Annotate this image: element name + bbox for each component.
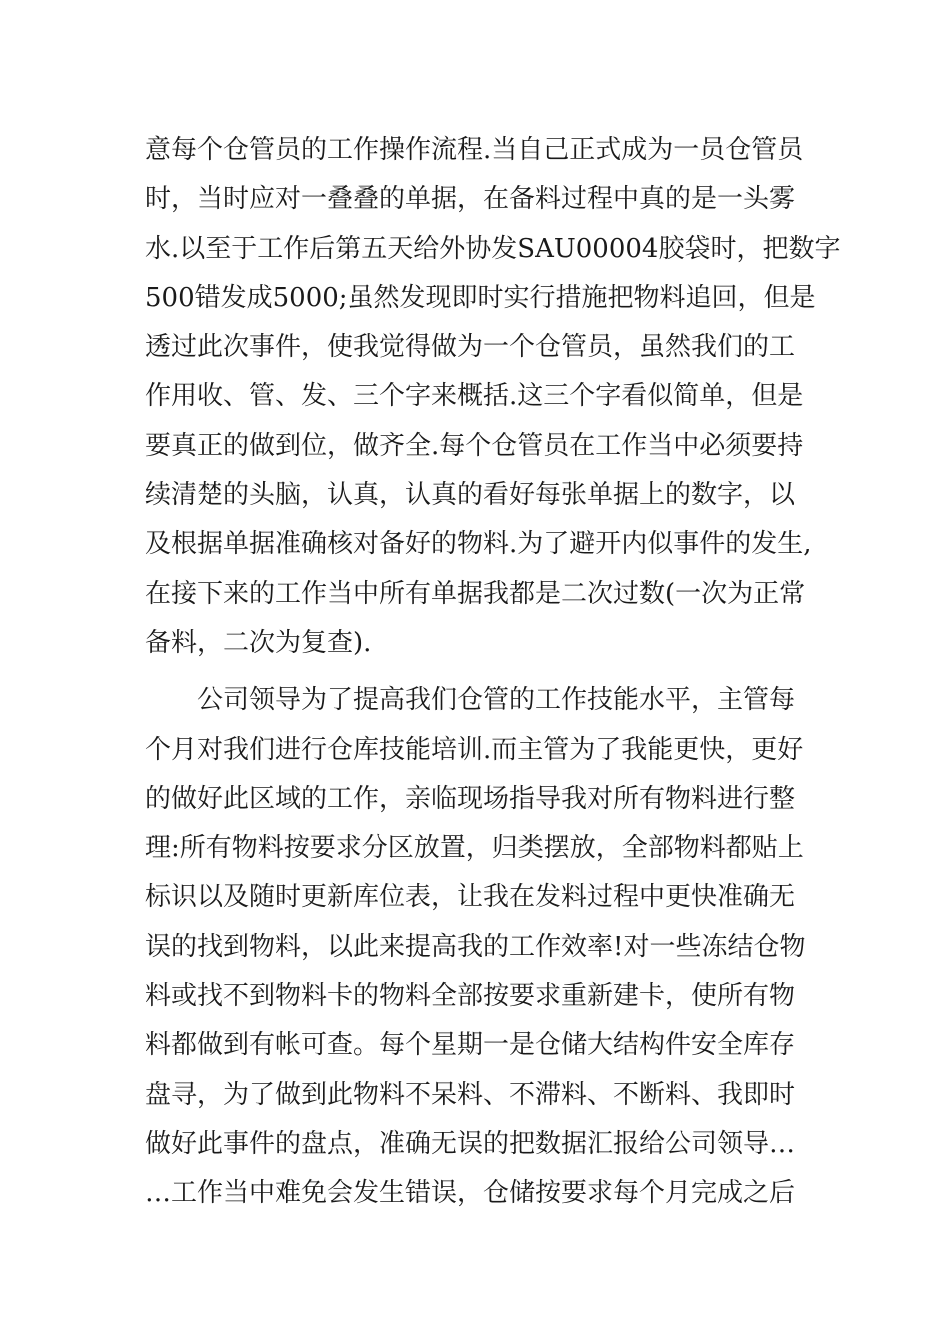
text-line: 的做好此区域的工作，亲临现场指导我对所有物料进行整	[145, 783, 796, 814]
text-line: 及根据单据准确核对备好的物料.为了避开内似事件的发生,	[145, 529, 812, 560]
text-line: 500错发成5000;虽然发现即时实行措施把物料追回，但是	[145, 282, 816, 313]
text-line: 料都做到有帐可查。每个星期一是仓储大结构件安全库存	[145, 1030, 796, 1061]
paragraph-1	[145, 126, 841, 668]
text-line: 在接下来的工作当中所有单据我都是二次过数(一次为正常	[145, 578, 806, 609]
text-line: 盘寻，为了做到此物料不呆料、不滞料、不断料、我即时	[145, 1079, 796, 1110]
text-line: 做好此事件的盘点，准确无误的把数据汇报给公司领导…	[145, 1128, 796, 1159]
text-line: 备料，二次为复查).	[145, 627, 372, 658]
text-line: 误的找到物料，以此来提高我的工作效率!对一些冻结仓物	[145, 931, 806, 962]
text-line: 作用收、管、发、三个字来概括.这三个字看似简单，但是	[145, 381, 804, 412]
text-line: 透过此次事件，使我觉得做为一个仓管员，虽然我们的工	[145, 332, 796, 363]
text-line: 意每个仓管员的工作操作流程.当自己正式成为一员仓管员	[145, 135, 804, 165]
paragraph-2	[145, 676, 810, 1218]
text-line: 水.以至于工作后第五天给外协发SAU00004胶袋时，把数字	[145, 233, 841, 264]
text-line: 续清楚的头脑，认真，认真的看好每张单据上的数字，以	[145, 480, 796, 511]
text-line: …工作当中难免会发生错误，仓储按要求每个月完成之后	[145, 1178, 796, 1209]
text-line: 公司领导为了提高我们仓管的工作技能水平，主管每	[197, 685, 796, 716]
text-line: 料或找不到物料卡的物料全部按要求重新建卡，使所有物	[145, 981, 796, 1012]
text-line: 标识以及随时更新库位表，让我在发料过程中更快准确无	[145, 882, 796, 913]
text-line: 要真正的做到位，做齐全.每个仓管员在工作当中必须要持	[145, 430, 804, 461]
text-line: 理:所有物料按要求分区放置，归类摆放，全部物料都贴上	[145, 833, 804, 864]
paragraph-gap	[145, 668, 810, 676]
text-line: 个月对我们进行仓库技能培训.而主管为了我能更快，更好	[145, 734, 804, 765]
document-body	[145, 126, 841, 1219]
text-line: 时，当时应对一叠叠的单据，在备料过程中真的是一头雾	[145, 184, 796, 215]
